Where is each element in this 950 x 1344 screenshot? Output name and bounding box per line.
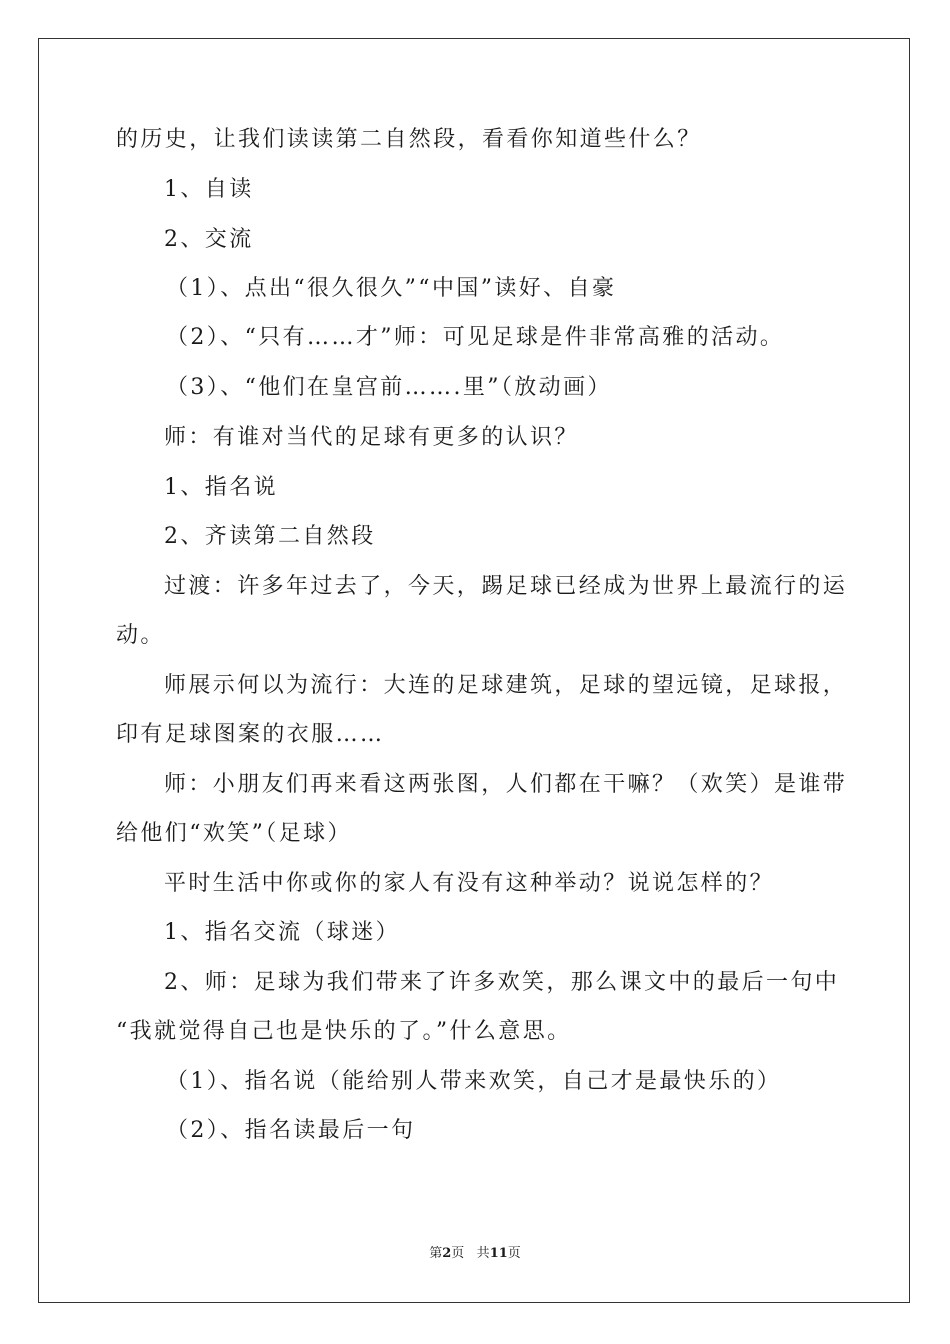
text-line-2: 1、自读: [164, 177, 254, 202]
text-line-14: 师：小朋友们再来看这两张图，人们都在干嘛？（欢笑）是谁带: [164, 772, 848, 797]
text-line-8: 1、指名说: [164, 475, 278, 500]
text-line-20: （1）、指名说（能给别人带来欢笑，自己才是最快乐的）: [166, 1069, 782, 1094]
text-line-16: 平时生活中你或你的家人有没有这种举动？说说怎样的？: [164, 871, 775, 896]
text-line-5: （2）、“只有……才”师：可见足球是件非常高雅的活动。: [166, 325, 785, 350]
text-line-9: 2、齐读第二自然段: [164, 524, 376, 549]
text-line-6: （3）、“他们在皇宫前…….里”（放动画）: [166, 375, 612, 400]
footer-total-pages: 11: [489, 1246, 508, 1261]
footer-page-number: 2: [442, 1246, 452, 1261]
text-line-17: 1、指名交流（球迷）: [164, 920, 400, 945]
text-line-1: 的历史，让我们读读第二自然段，看看你知道些什么？: [116, 127, 702, 152]
text-line-7: 师：有谁对当代的足球有更多的认识？: [164, 425, 579, 450]
text-line-21: （2）、指名读最后一句: [166, 1118, 416, 1143]
text-line-13: 印有足球图案的衣服……: [116, 722, 385, 747]
text-line-19: “我就觉得自己也是快乐的了。”什么意思。: [116, 1019, 572, 1044]
footer-page-prefix: 第: [429, 1246, 443, 1261]
footer-total-unit: 页: [507, 1246, 521, 1261]
text-line-11: 动。: [116, 623, 165, 648]
text-line-18: 2、师：足球为我们带来了许多欢笑，那么课文中的最后一句中: [164, 970, 840, 995]
text-line-15: 给他们“欢笑”（足球）: [116, 821, 352, 846]
page-footer: [0, 1246, 950, 1262]
text-line-12: 师展示何以为流行：大连的足球建筑，足球的望远镜，足球报，: [164, 673, 848, 698]
footer-total-prefix: 共: [476, 1246, 490, 1261]
text-line-4: （1）、点出“很久很久”“中国”读好、自豪: [166, 276, 617, 301]
footer-page-unit: 页: [451, 1246, 465, 1261]
text-line-10: 过渡：许多年过去了，今天，踢足球已经成为世界上最流行的运: [164, 574, 848, 599]
text-line-3: 2、交流: [164, 227, 254, 252]
